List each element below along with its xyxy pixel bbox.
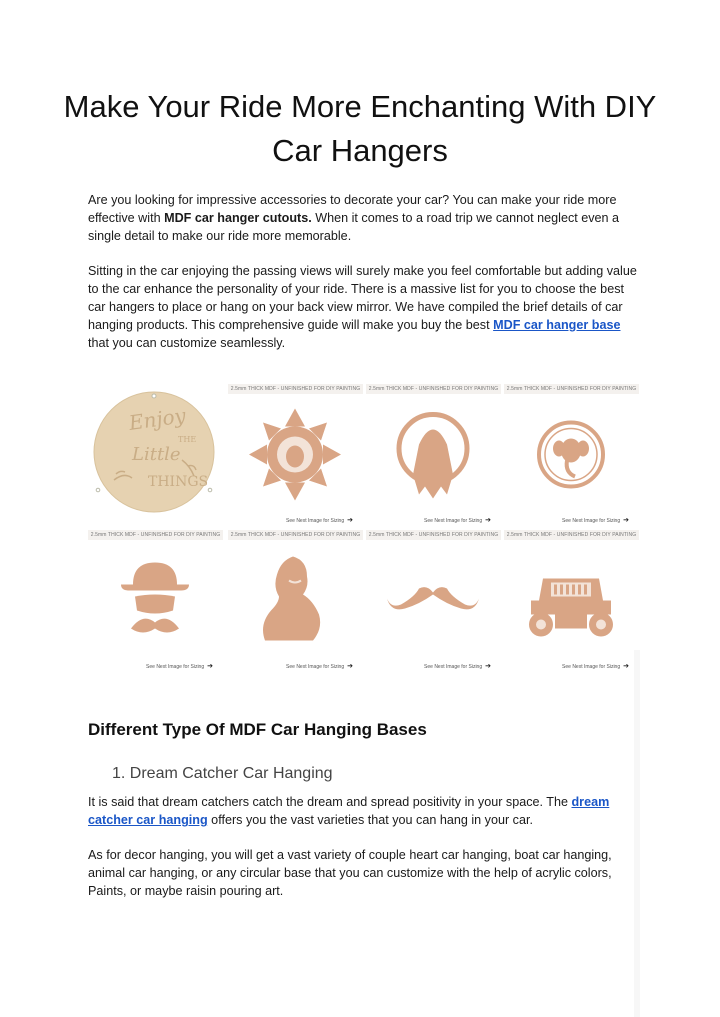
sizing-note: See Next Image for Sizing ➔ <box>286 663 353 670</box>
plaque-word-4: THINGS <box>148 474 209 490</box>
guide-paragraph: Sitting in the car enjoying the passing views will surely make you feel comfortable but adding value to the car enhance the personality of your ride. There is a massive list for you to choose the best car hangers to place or hang on your back view mirror. We have compiled the brief details of car hanging products. This comprehensive guide will make you buy the best MDF car hanger base that you can customize seamlessly. <box>88 264 637 350</box>
product-card-mandala <box>228 384 363 524</box>
dream-catcher-paragraph: It is said that dream catchers catch the dream and spread positivity in your space. The dream catcher car hanging offers you the vast varieties that you can hang in your car. <box>88 795 610 827</box>
sizing-note: See Next Image for Sizing ➔ <box>146 663 213 670</box>
product-image-grid <box>88 380 638 700</box>
list-subheading: 1. Dream Catcher Car Hanging <box>112 765 333 782</box>
mustache-cutout <box>383 548 483 653</box>
page-title: Make Your Ride More Enchanting With DIY Car Hangers <box>63 89 657 168</box>
arrow-right-icon: ➔ <box>347 663 353 670</box>
sizing-note: See Next Image for Sizing ➔ <box>286 517 353 524</box>
product-tag: 2.5mm THICK MDF - UNFINISHED FOR DIY PAINTING <box>366 384 501 394</box>
product-tag: 2.5mm THICK MDF - UNFINISHED FOR DIY PAINTING <box>504 530 639 540</box>
intro-paragraph: Are you looking for impressive accessories to decorate your car? You can make your ride more effective with MDF car hanger cutouts. When it comes to a road trip we cannot neglect even a single detail to make our ride more memorable. <box>88 193 620 243</box>
arrow-right-icon: ➔ <box>347 517 353 524</box>
mdf-car-hanger-base-link[interactable]: MDF car hanger base <box>493 318 621 332</box>
dream-catcher-car-hanging-link[interactable]: dream catcher car hanging <box>88 795 610 827</box>
sizing-note: See Next Image for Sizing ➔ <box>424 517 491 524</box>
ganesha-circle-cutout <box>521 402 621 507</box>
product-card-jeep <box>504 530 639 670</box>
product-tag: 2.5mm THICK MDF - UNFINISHED FOR DIY PAINTING <box>366 530 501 540</box>
plaque-word-3: Little <box>132 444 181 465</box>
product-card-shiva-bust <box>228 530 363 670</box>
shiva-circle-cutout <box>383 402 483 507</box>
product-tag: 2.5mm THICK MDF - UNFINISHED FOR DIY PAINTING <box>228 384 363 394</box>
product-tag: 2.5mm THICK MDF - UNFINISHED FOR DIY PAINTING <box>228 530 363 540</box>
sizing-note: See Next Image for Sizing ➔ <box>562 663 629 670</box>
arrow-right-icon: ➔ <box>623 663 629 670</box>
sizing-note: See Next Image for Sizing ➔ <box>424 663 491 670</box>
product-card-mustache <box>366 530 501 670</box>
arrow-right-icon: ➔ <box>485 663 491 670</box>
product-tag: 2.5mm THICK MDF - UNFINISHED FOR DIY PAINTING <box>504 384 639 394</box>
plaque-graphic <box>92 390 216 514</box>
product-tag: 2.5mm THICK MDF - UNFINISHED FOR DIY PAINTING <box>88 530 223 540</box>
product-card-shiva <box>366 384 501 524</box>
page-edge-shadow <box>634 650 640 1017</box>
mandala-ganesha-cutout <box>245 402 345 507</box>
shiva-bust-cutout <box>245 548 345 653</box>
arrow-right-icon: ➔ <box>485 517 491 524</box>
section-heading: Different Type Of MDF Car Hanging Bases <box>88 720 427 739</box>
jeep-cutout <box>521 548 621 653</box>
decor-hanging-paragraph: As for decor hanging, you will get a vast variety of couple heart car hanging, boat car hanging, animal car hanging, or any circular base that you can customize with the help of acrylic colors, Paints, or maybe raisin pouring art. <box>88 848 612 898</box>
enjoy-little-things-plaque <box>92 390 216 514</box>
sizing-note: See Next Image for Sizing ➔ <box>562 517 629 524</box>
plaque-word-1: Enjoy <box>127 403 188 435</box>
arrow-right-icon: ➔ <box>207 663 213 670</box>
plaque-word-2: THE <box>178 435 197 444</box>
arrow-right-icon: ➔ <box>623 517 629 524</box>
product-card-ganesha <box>504 384 639 524</box>
product-card-hat-face <box>88 530 223 670</box>
hat-mustache-cutout <box>105 548 205 653</box>
bold-phrase: MDF car hanger cutouts. <box>164 211 312 225</box>
